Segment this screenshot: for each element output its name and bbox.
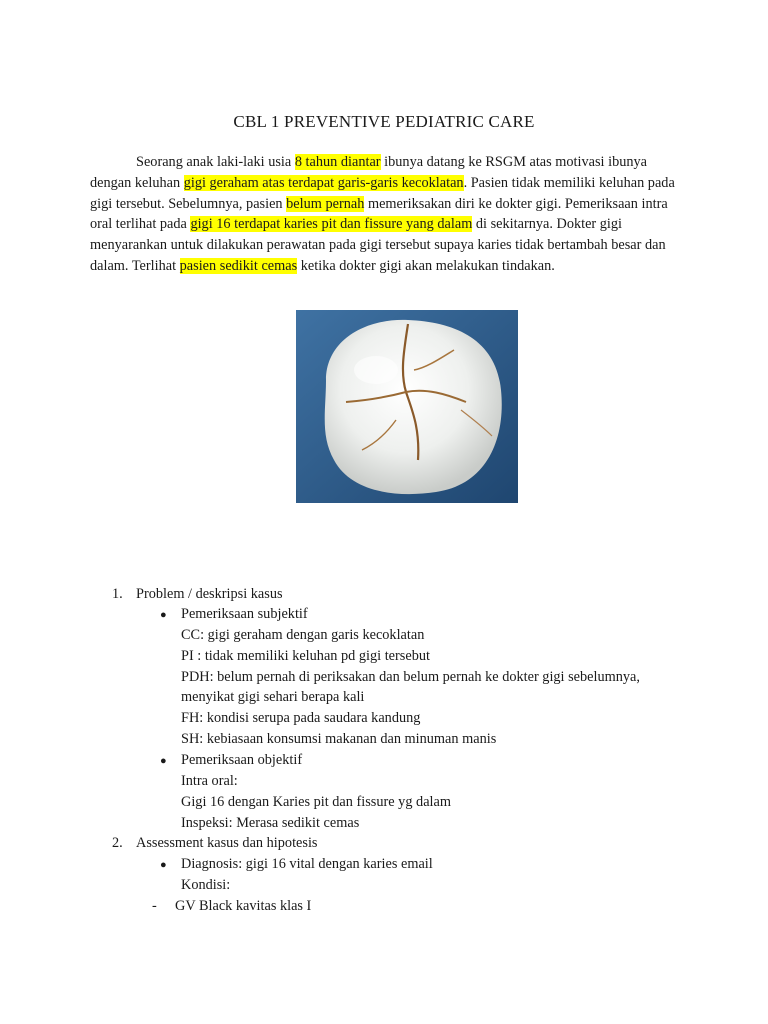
case-paragraph bbox=[90, 152, 690, 277]
section-heading: Assessment kasus dan hipotesis bbox=[136, 835, 318, 851]
highlighted-text: gigi geraham atas terdapat garis-garis kecoklatan bbox=[183, 174, 464, 191]
highlighted-text: 8 tahun diantar bbox=[294, 154, 381, 170]
list-line: PI : tidak memiliki keluhan pd gigi tersebut bbox=[181, 648, 430, 664]
paragraph-text: Seorang anak laki-laki usia bbox=[136, 154, 295, 170]
list-line: Kondisi: bbox=[181, 877, 231, 893]
highlighted-text: gigi 16 terdapat karies pit dan fissure yang dalam bbox=[190, 216, 473, 233]
bullet-icon: ● bbox=[160, 609, 167, 621]
list-line: Intra oral: bbox=[181, 773, 238, 789]
dash-marker: - bbox=[152, 898, 157, 914]
list-line: Gigi 16 dengan Karies pit dan fissure yg dalam bbox=[181, 794, 451, 810]
bullet-icon: ● bbox=[160, 755, 167, 767]
document-title: CBL 1 PREVENTIVE PEDIATRIC CARE bbox=[233, 112, 535, 131]
bullet-label: Diagnosis: gigi 16 vital dengan karies email bbox=[181, 856, 433, 872]
list-number: 2. bbox=[112, 835, 123, 851]
paragraph-text: . Pasien tidak memiliki keluhan pada gigi tersebut. Sebelumnya, pasien bbox=[90, 174, 675, 212]
tooth-illustration bbox=[296, 310, 518, 503]
highlighted-text: pasien sedikit cemas bbox=[179, 257, 298, 274]
list-line: SH: kebiasaan konsumsi makanan dan minuman manis bbox=[181, 731, 497, 747]
section-heading: Problem / deskripsi kasus bbox=[136, 586, 283, 602]
list-line: menyikat gigi sehari berapa kali bbox=[181, 689, 365, 705]
dash-item-text: GV Black kavitas klas I bbox=[175, 898, 312, 914]
bullet-label: Pemeriksaan objektif bbox=[181, 752, 303, 768]
list-line: CC: gigi geraham dengan garis kecoklatan bbox=[181, 627, 425, 643]
bullet-icon: ● bbox=[160, 859, 167, 871]
list-line: Inspeksi: Merasa sedikit cemas bbox=[181, 815, 360, 831]
paragraph-text: ibunya datang ke RSGM atas motivasi ibunya dengan keluhan bbox=[90, 154, 648, 191]
highlighted-text: belum pernah bbox=[286, 195, 365, 212]
paragraph-text: di sekitarnya. Dokter gigi menyarankan untuk dilakukan perawatan pada gigi tersebut supaya karies tidak bertambah besar dan dalam. Terlihat bbox=[90, 216, 666, 274]
paragraph-text: ketika dokter gigi akan melakukan tindakan. bbox=[297, 257, 555, 274]
list-number: 1. bbox=[112, 586, 123, 602]
molar-tooth-photo bbox=[296, 310, 518, 503]
list-line: FH: kondisi serupa pada saudara kandung bbox=[181, 710, 421, 726]
list-line: PDH: belum pernah di periksakan dan belum pernah ke dokter gigi sebelumnya, bbox=[181, 669, 640, 685]
bullet-label: Pemeriksaan subjektif bbox=[181, 606, 308, 622]
paragraph-text: memeriksakan diri ke dokter gigi. Pemeriksaan intra oral terlihat pada bbox=[90, 195, 668, 233]
